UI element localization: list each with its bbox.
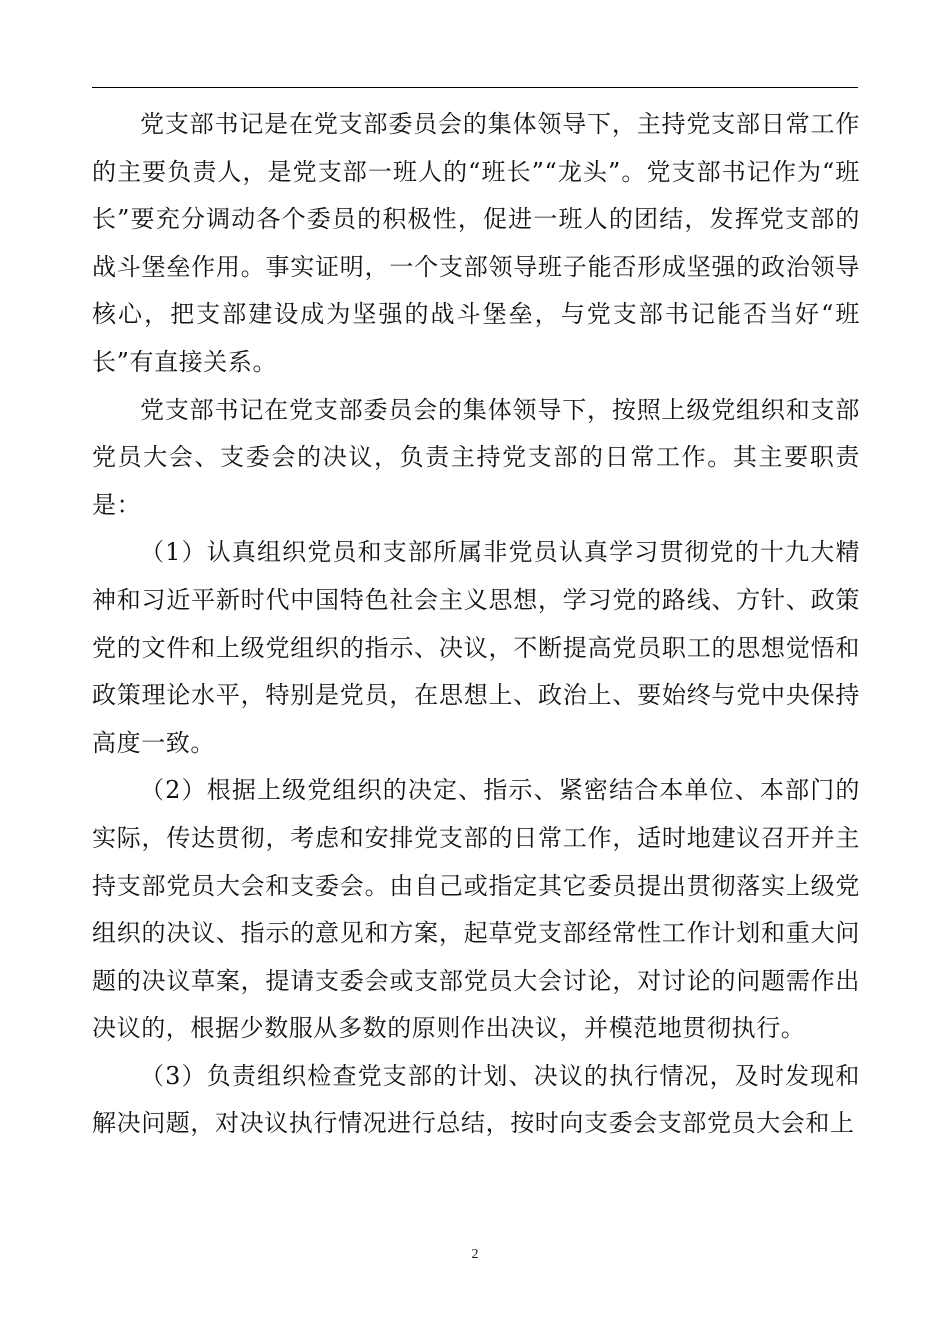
header-rule [92,87,858,88]
paragraph-duty-3: （3）负责组织检查党支部的计划、决议的执行情况，及时发现和解决问题，对决议执行情况进行总结，按时向支委会支部党员大会和上 [92,1061,860,1138]
page-number: 2 [471,1247,479,1262]
paragraph-intro: 党支部书记是在党支部委员会的集体领导下，主持党支部日常工作的主要负责人，是党支部一班人的“班长”“龙头”。党支部书记作为“班长”要充分调动各个委员的积极性，促进一班人的团结，发挥党支部的战斗堡垒作用。事实证明，一个支部领导班子能否形成坚强的政治领导核心，把支部建设成为坚强的战斗堡垒，与党支部书记能否当好“班长”有直接关系。 [92,110,860,376]
paragraph-duty-1: （1）认真组织党员和支部所属非党员认真学习贯彻党的十九大精神和习近平新时代中国特色社会主义思想，学习党的路线、方针、政策党的文件和上级党组织的指示、决议，不断提高党员职工的思想觉悟和政策理论水平，特别是党员，在思想上、政治上、要始终与党中央保持高度一致。 [92,538,860,757]
document-body [92,101,860,1148]
paragraph-duty-2: （2）根据上级党组织的决定、指示、紧密结合本单位、本部门的实际，传达贯彻，考虑和安排党支部的日常工作，适时地建议召开并主持支部党员大会和支委会。由自己或指定其它委员提出贯彻落实上级党组织的决议、指示的意见和方案，起草党支部经常性工作计划和重大问题的决议草案，提请支委会或支部党员大会讨论，对讨论的问题需作出决议的，根据少数服从多数的原则作出决议，并模范地贯彻执行。 [92,776,860,1043]
paragraph-duties-intro: 党支部书记在党支部委员会的集体领导下，按照上级党组织和支部党员大会、支委会的决议，负责主持党支部的日常工作。其主要职责是： [92,395,860,519]
